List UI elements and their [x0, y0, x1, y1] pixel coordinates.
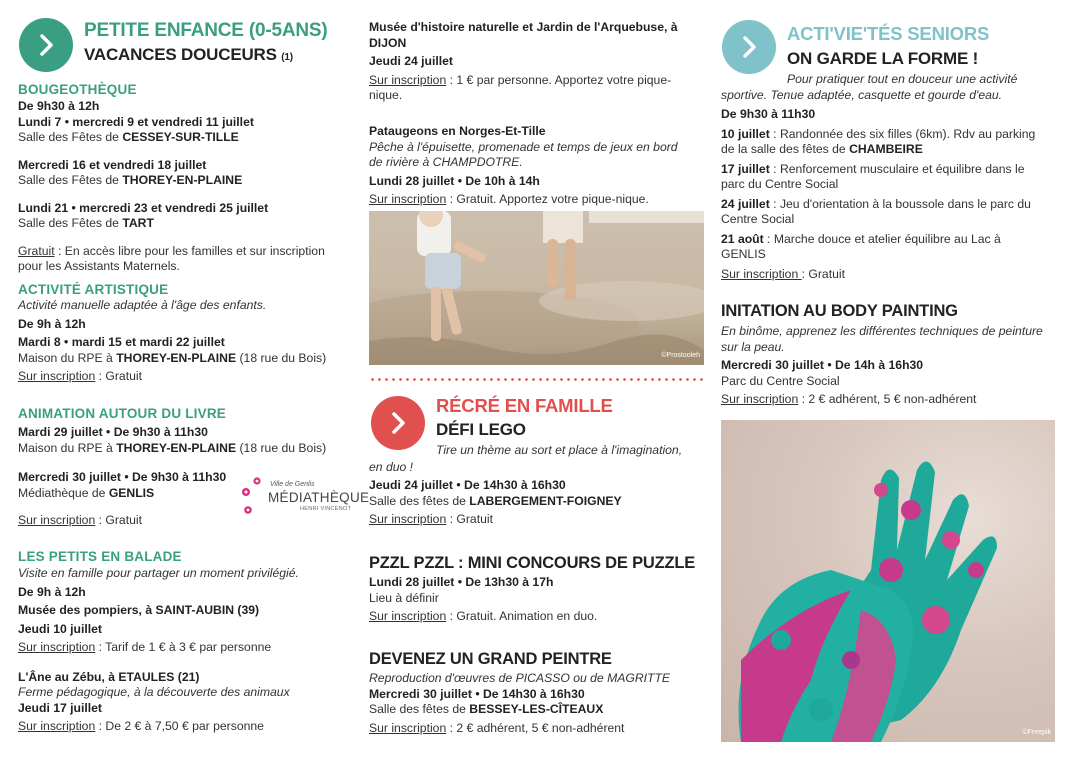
grand-peintre-block	[369, 649, 709, 736]
town: LABERGEMENT-FOIGNEY	[469, 493, 622, 508]
event-place: Lieu à définir	[369, 590, 439, 605]
address: (18 rue du Bois)	[236, 440, 327, 455]
section-arrow-button[interactable]	[371, 396, 425, 450]
registration-link[interactable]: Sur inscription	[18, 513, 96, 527]
entry-text: : Randonnée des six filles (6km). Rdv au parking	[769, 126, 1036, 141]
registration-link[interactable]: Sur inscription	[721, 392, 799, 406]
logo-main-text: MÉDIATHÈQUE	[268, 490, 370, 505]
place-label: Salle des Fêtes de	[18, 173, 123, 187]
time-range: De 9h30 à 11h30	[721, 107, 816, 121]
pricing-text: : En accès libre pour les familles et sur inscription	[54, 243, 325, 258]
registration-line	[18, 719, 358, 735]
event-dates: Lundi 28 juillet • De 13h30 à 17h	[369, 575, 554, 589]
photo-credit: ©Prostooleh	[661, 351, 700, 359]
event-place	[18, 441, 358, 457]
event-place	[369, 494, 709, 510]
section-subtitle	[84, 45, 293, 68]
activity-entry-continued: GENLIS	[721, 247, 766, 261]
event-place	[369, 702, 709, 718]
logo-sub-text: HENRI VINCENOT	[300, 506, 352, 512]
registration-line	[721, 392, 1061, 408]
time-range: De 9h à 12h	[18, 316, 86, 331]
section-arrow-button[interactable]	[19, 18, 73, 72]
activity-entry-continued: parc du Centre Social	[721, 177, 839, 191]
bougeotheque-block	[18, 82, 358, 275]
town: THOREY-EN-PLAINE	[122, 173, 243, 187]
time-range: De 9h30 à 12h	[18, 99, 100, 113]
defi-lego-block	[369, 443, 709, 528]
price-text: : Gratuit. Apportez votre pique-nique.	[446, 192, 649, 206]
beach-illustration	[369, 211, 704, 365]
section-subtitle: ON GARDE LA FORME !	[787, 49, 979, 68]
activity-description: Visite en famille pour partager un moment privilégié.	[18, 566, 299, 580]
event-dates: Mercredi 30 juillet • De 14h30 à 16h30	[369, 686, 585, 701]
place-label: Médiathèque de	[18, 485, 109, 500]
event-dates: Lundi 21 • mercredi 23 et vendredi 25 juillet	[18, 200, 269, 215]
event-dates: Mercredi 30 juillet • De 9h30 à 11h30	[18, 470, 227, 484]
event-place	[18, 130, 358, 146]
price-text: : Gratuit	[95, 513, 142, 527]
registration-link[interactable]: Sur inscription	[721, 266, 802, 281]
pricing-note-continued: pour les Assistants Maternels.	[18, 259, 180, 273]
petits-en-balade-block	[18, 549, 358, 735]
section-description: sportive. Tenue adaptée, casquette et gourde d'eau.	[721, 87, 1003, 102]
registration-line	[18, 369, 358, 385]
place-label: Salle des fêtes de	[369, 702, 470, 716]
photo-credit: ©Freepik	[1022, 728, 1051, 736]
place-label: Maison du RPE à	[18, 440, 117, 455]
activity-entry-continued	[721, 142, 1061, 158]
category-heading: ANIMATION AUTOUR DU LIVRE	[18, 406, 226, 421]
subtitle-text: VACANCES DOUCEURS	[84, 45, 277, 64]
registration-line	[369, 721, 709, 737]
entry-date: 21 août	[721, 231, 764, 246]
town: CESSEY-SUR-TILLE	[122, 130, 239, 144]
museum-outing-block	[369, 20, 709, 104]
event-place	[18, 173, 358, 189]
pataugeons-block	[369, 124, 709, 208]
registration-line	[721, 267, 1061, 283]
activity-title: PZZL PZZL : MINI CONCOURS DE PUZZLE	[369, 554, 696, 572]
registration-link[interactable]: Sur inscription	[18, 719, 96, 733]
outing-description: Ferme pédagogique, à la découverte des animaux	[18, 685, 290, 699]
activity-description: Reproduction d'œuvres de PICASSO ou de MAGRITTE	[369, 671, 671, 685]
petite-enfance-column	[18, 0, 370, 760]
price-text: : Tarif de 1 € à 3 € par personne	[95, 640, 272, 654]
price-text: : Gratuit	[95, 369, 142, 383]
chevron-right-icon	[388, 411, 408, 435]
activity-title: DEVENEZ UN GRAND PEINTRE	[369, 650, 612, 668]
activity-entry	[721, 162, 1061, 178]
middle-column	[369, 0, 709, 760]
pricing-note	[18, 244, 358, 260]
section-title: PETITE ENFANCE (0-5ANS)	[84, 20, 328, 41]
town: BESSEY-LES-CÎTEAUX	[469, 702, 604, 716]
dotted-separator	[369, 378, 704, 381]
town: TART	[122, 216, 154, 230]
chevron-right-icon	[36, 33, 56, 57]
price-text: : Gratuit	[446, 512, 493, 526]
event-dates: Mercredi 30 juillet • De 14h à 16h30	[721, 358, 924, 372]
activity-title: DÉFI LEGO	[436, 420, 526, 439]
activity-description: En binôme, apprenez les différentes techniques de peinture	[721, 324, 1043, 338]
section-title: RÉCRÉ EN FAMILLE	[436, 395, 613, 416]
mediatheque-logo	[240, 474, 370, 520]
outing-title: Musée des pompiers, à SAINT-AUBIN (39)	[18, 603, 260, 617]
logo-top-text: Ville de Genlis	[270, 481, 315, 488]
outing-description: Pêche à l'épuisette, promenade et temps de jeux en bord	[369, 139, 678, 154]
place-label: Salle des Fêtes de	[18, 216, 123, 230]
entry-text: : Renforcement musculaire et équilibre dans le	[769, 161, 1025, 176]
time-range: De 9h à 12h	[18, 584, 86, 599]
puzzle-block	[369, 553, 709, 625]
outing-date: Lundi 28 juillet • De 10h à 14h	[369, 173, 540, 188]
registration-line	[369, 192, 709, 208]
registration-line	[369, 609, 709, 625]
activity-title: INITATION AU BODY PAINTING	[721, 302, 958, 320]
registration-link[interactable]: Sur inscription	[369, 720, 447, 735]
entry-date: 24 juillet	[721, 196, 770, 211]
event-dates: Lundi 7 • mercredi 9 et vendredi 11 juillet	[18, 114, 254, 129]
registration-link[interactable]: Sur inscription	[369, 72, 447, 87]
activity-entry	[721, 197, 1061, 213]
seniors-column	[721, 0, 1061, 760]
town: GENLIS	[108, 485, 155, 500]
registration-link[interactable]: Sur inscription	[18, 640, 96, 654]
painted-hands-photo	[721, 420, 1055, 742]
subtitle-note: (1)	[281, 52, 293, 63]
beach-photo	[369, 211, 704, 365]
event-dates: Mardi 8 • mardi 15 et mardi 22 juillet	[18, 335, 225, 349]
price-text: : Gratuit. Animation en duo.	[446, 609, 598, 623]
activity-entry-continued: Centre Social	[721, 212, 795, 226]
activity-description: Tire un thème au sort et place à l'imagination,	[436, 443, 683, 457]
registration-line	[18, 640, 358, 656]
outing-date: Jeudi 10 juillet	[18, 621, 102, 636]
activity-entry	[721, 232, 1061, 248]
seniors-intro-block	[721, 72, 1061, 282]
outing-title: Musée d'histoire naturelle et Jardin de l'Arquebuse, à	[369, 20, 678, 34]
entry-text: : Jeu d'orientation à la boussole dans le parc du	[769, 196, 1031, 211]
event-place	[18, 351, 358, 367]
place-label: Maison du RPE à	[18, 350, 117, 365]
town: THOREY-EN-PLAINE	[116, 350, 237, 365]
entry-date: 10 juillet	[721, 126, 770, 141]
outing-title: L'Âne au Zébu, à ETAULES (21)	[18, 669, 200, 684]
outing-date: Jeudi 24 juillet	[369, 54, 453, 68]
section-arrow-button[interactable]	[722, 20, 776, 74]
price-text: : 2 € adhérent, 5 € non-adhérent	[798, 392, 977, 406]
activite-artistique-block	[18, 282, 358, 385]
category-heading: LES PETITS EN BALADE	[18, 549, 182, 564]
outing-description: de rivière à CHAMPDOTRE.	[369, 155, 523, 169]
town: CHAMBEIRE	[849, 142, 923, 156]
registration-link[interactable]: Sur inscription	[18, 369, 96, 383]
category-heading: ACTIVITÉ ARTISTIQUE	[18, 282, 169, 297]
registration-line	[369, 512, 709, 528]
pricing-link[interactable]: Gratuit	[18, 243, 55, 258]
place-label: Salle des Fêtes de	[18, 130, 123, 144]
registration-line	[369, 73, 709, 89]
event-dates: Mercredi 16 et vendredi 18 juillet	[18, 157, 207, 172]
price-text: : De 2 € à 7,50 € par personne	[95, 719, 264, 733]
outing-title: Pataugeons en Norges-Et-Tille	[369, 124, 546, 138]
registration-link[interactable]: Sur inscription	[369, 512, 447, 526]
activity-description: Activité manuelle adaptée à l'âge des enfants.	[18, 298, 267, 312]
event-place	[18, 216, 358, 232]
chevron-right-icon	[739, 35, 759, 59]
outing-date: Jeudi 17 juillet	[18, 700, 102, 715]
entry-date: 17 juillet	[721, 161, 770, 176]
painted-hands-illustration	[721, 420, 1055, 742]
section-description: Pour pratiquer tout en douceur une activité	[787, 72, 1018, 86]
body-painting-block	[721, 301, 1061, 408]
event-dates: Jeudi 24 juillet • De 14h30 à 16h30	[369, 478, 566, 492]
outing-title-town: DIJON	[369, 35, 407, 50]
place-label: Salle des fêtes de	[369, 493, 470, 508]
event-place: Parc du Centre Social	[721, 373, 840, 388]
town: THOREY-EN-PLAINE	[116, 440, 237, 455]
registration-link[interactable]: Sur inscription	[369, 192, 447, 206]
section-title: ACTI'VIE'TÉS SENIORS	[787, 23, 990, 44]
category-heading: BOUGEOTHÈQUE	[18, 82, 137, 97]
entry-text: : Marche douce et atelier équilibre au Lac à	[763, 231, 1001, 246]
price-text-continued: nique.	[369, 88, 403, 102]
registration-link[interactable]: Sur inscription	[369, 609, 447, 623]
price-text: : 1 € par personne. Apportez votre pique-	[446, 72, 672, 87]
activity-description: sur la peau.	[721, 339, 785, 354]
address: (18 rue du Bois)	[236, 350, 327, 365]
activity-description: en duo !	[369, 459, 414, 474]
price-text: : 2 € adhérent, 5 € non-adhérent	[446, 720, 625, 735]
entry-text: de la salle des fêtes de	[721, 142, 850, 156]
mediatheque-dots-icon	[240, 476, 266, 516]
event-dates: Mardi 29 juillet • De 9h30 à 11h30	[18, 425, 208, 439]
price-text: : Gratuit	[801, 266, 845, 281]
activity-entry	[721, 127, 1061, 143]
